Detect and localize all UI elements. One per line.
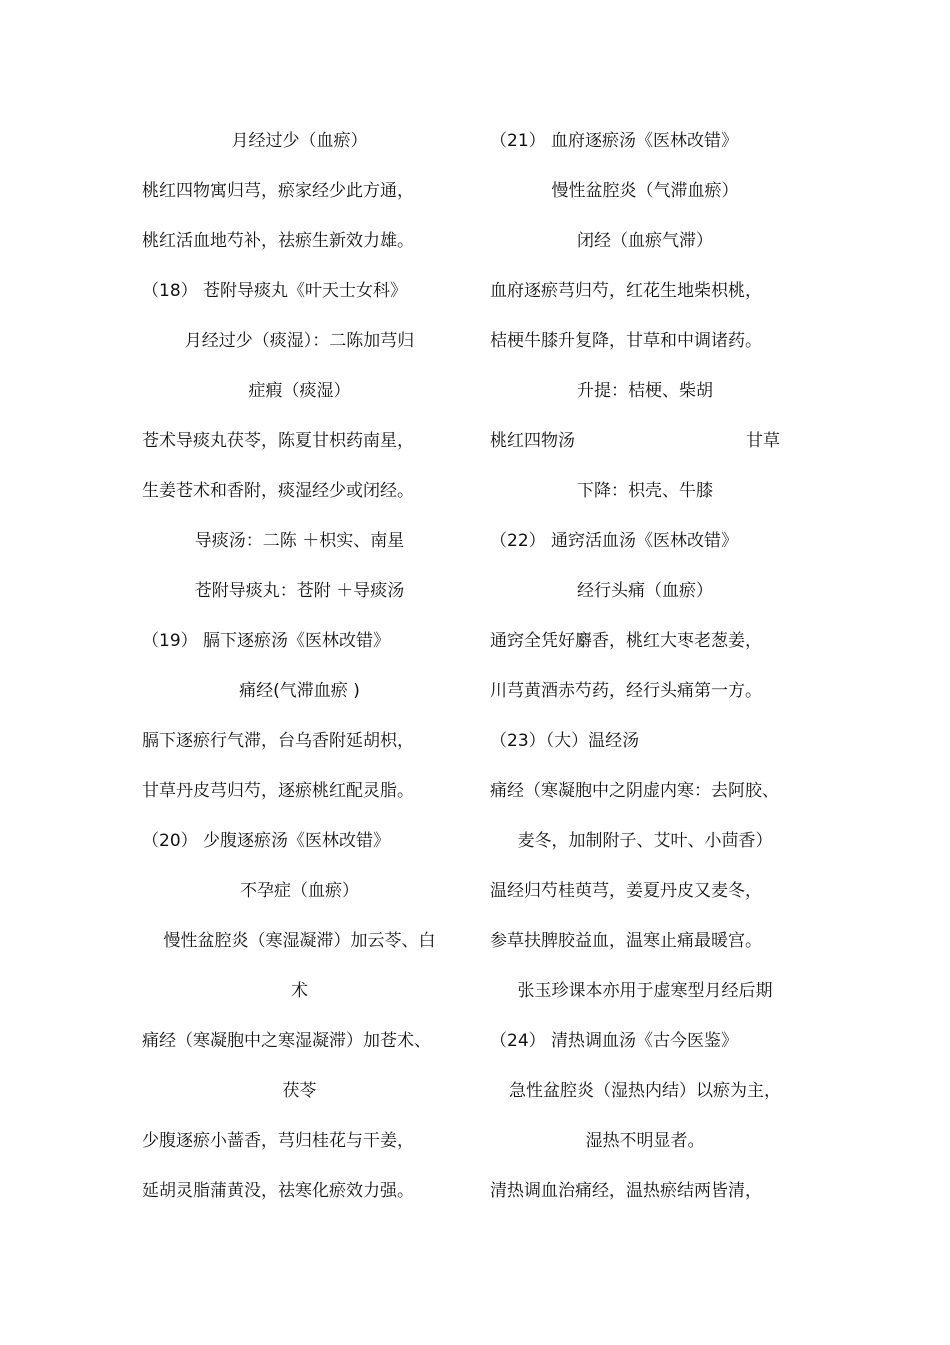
text-line: 茯苓 bbox=[282, 1081, 317, 1101]
text-line: 慢性盆腔炎（气滞血瘀） bbox=[551, 181, 739, 201]
text-line: 月经过少（痰湿）：二陈加芎归 bbox=[184, 331, 415, 351]
text-line: （18） 苍附导痰丸《叶天士女科》 bbox=[142, 281, 408, 301]
text-line: 麦冬，加制附子、艾叶、小茴香） bbox=[517, 831, 773, 851]
text-line: 生姜苍术和香附，痰湿经少或闭经。 bbox=[142, 481, 414, 501]
text-line: 湿热不明显者。 bbox=[585, 1131, 705, 1151]
text-line: 张玉珍课本亦用于虚寒型月经后期 bbox=[517, 981, 773, 1001]
text-line: 参草扶脾胶益血，温寒止痛最暖宫。 bbox=[490, 931, 762, 951]
text-line: （20） 少腹逐瘀汤《医林改错》 bbox=[142, 831, 391, 851]
text-line: 痛经（寒凝胞中之寒湿凝滞）加苍术、 bbox=[142, 1031, 431, 1051]
text-line: 通窍全凭好麝香，桃红大枣老葱姜， bbox=[490, 631, 762, 651]
text-line: 苍附导痰丸：苍附 ＋导痰汤 bbox=[194, 581, 405, 601]
text-line: 清热调血治痛经，温热瘀结两皆清， bbox=[490, 1181, 762, 1201]
text-line: 延胡灵脂蒲黄没，祛寒化瘀效力强。 bbox=[142, 1181, 414, 1201]
text-line: 导痰汤：二陈 ＋枳实、南星 bbox=[194, 531, 405, 551]
left-column bbox=[142, 125, 457, 1225]
text-line: （24） 清热调血汤《古今医鉴》 bbox=[490, 1031, 739, 1051]
right-column bbox=[490, 125, 800, 1225]
text-line: 不孕症（血瘀） bbox=[240, 881, 359, 901]
text-line: （21） 血府逐瘀汤《医林改错》 bbox=[490, 131, 739, 151]
text-line: 症瘕（痰湿） bbox=[248, 381, 351, 401]
text-line: 桃红活血地芍补，祛瘀生新效力雄。 bbox=[142, 231, 414, 251]
text-line: 桃红四物寓归芎，瘀家经少此方通， bbox=[142, 181, 414, 201]
text-line: 闭经（血瘀气滞） bbox=[577, 231, 713, 251]
text-line: 术 bbox=[291, 981, 308, 1001]
text-line: 急性盆腔炎（湿热内结）以瘀为主， bbox=[509, 1081, 781, 1101]
text-line: 痛经(气滞血瘀 ) bbox=[239, 681, 360, 701]
text-line: 血府逐瘀芎归芍，红花生地柴枳桃， bbox=[490, 281, 762, 301]
text-line: 膈下逐瘀行气滞，台乌香附延胡枳， bbox=[142, 731, 414, 751]
text-line: 少腹逐瘀小蔷香，芎归桂花与干姜， bbox=[142, 1131, 414, 1151]
text-line-right: 甘草 bbox=[746, 431, 780, 451]
text-line: （23）（大）温经汤 bbox=[490, 731, 640, 751]
text-line: 经行头痛（血瘀） bbox=[577, 581, 713, 601]
text-line: （19） 膈下逐瘀汤《医林改错》 bbox=[142, 631, 391, 651]
text-line: 川芎黄酒赤芍药，经行头痛第一方。 bbox=[490, 681, 762, 701]
text-line-left: 桃红四物汤 bbox=[490, 431, 575, 451]
text-line: 甘草丹皮芎归芍，逐瘀桃红配灵脂。 bbox=[142, 781, 414, 801]
text-line: （22） 通窍活血汤《医林改错》 bbox=[490, 531, 739, 551]
text-line: 温经归芍桂萸芎，姜夏丹皮又麦冬， bbox=[490, 881, 762, 901]
text-line: 桔梗牛膝升复降，甘草和中调诸药。 bbox=[490, 331, 762, 351]
text-line: 苍术导痰丸茯苓，陈夏甘枳药南星， bbox=[142, 431, 414, 451]
text-line: 痛经（寒凝胞中之阴虚内寒：去阿胶、 bbox=[490, 781, 779, 801]
text-line: 升提：桔梗、柴胡 bbox=[577, 381, 713, 401]
text-line bbox=[490, 425, 800, 475]
text-line: 月经过少（血瘀） bbox=[231, 131, 368, 151]
text-line: 慢性盆腔炎（寒湿凝滞）加云苓、白 bbox=[163, 931, 436, 951]
text-line: 下降：枳壳、牛膝 bbox=[577, 481, 713, 501]
